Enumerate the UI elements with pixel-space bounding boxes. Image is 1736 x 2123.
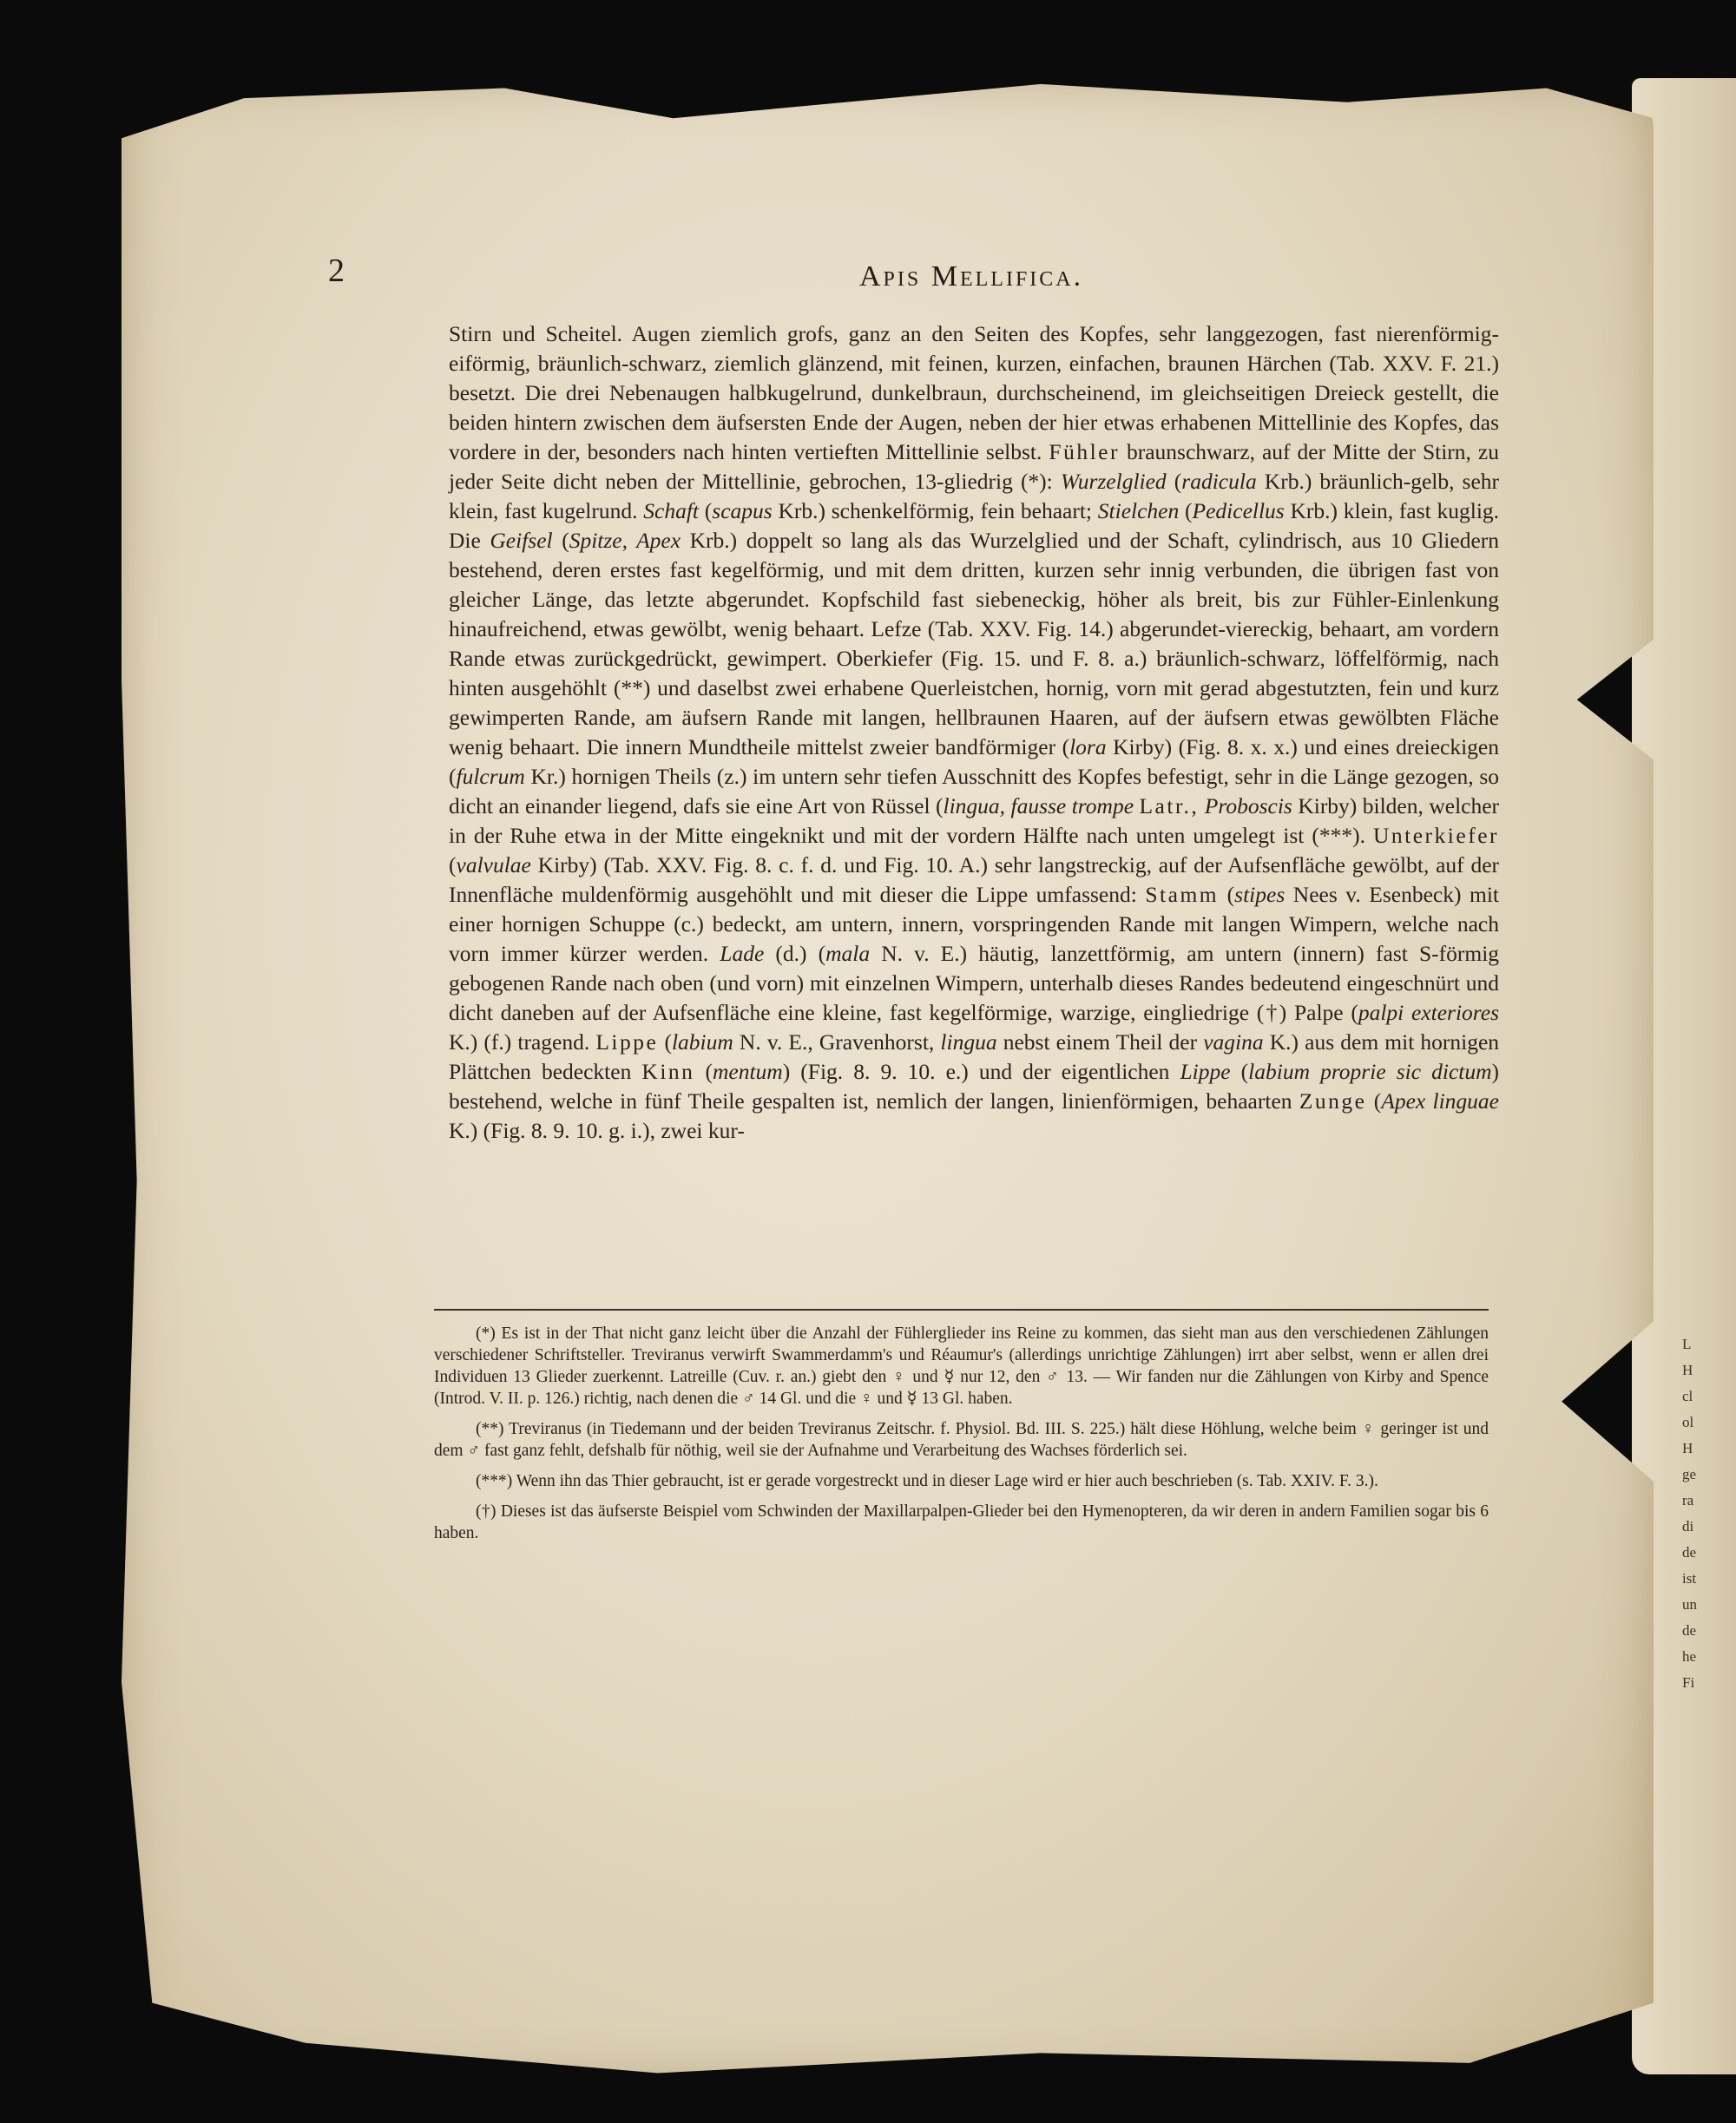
text-run: nebst einem Theil der (1003, 1029, 1198, 1055)
text-run: Kirby) (Fig. 8. x. x.) und eines dreieckigen ( (449, 734, 1500, 789)
term-italic: radicula (1181, 469, 1257, 494)
text-run: ( (562, 528, 569, 553)
term-italic: labium proprie sic dictum (1248, 1059, 1492, 1084)
adjacent-page-fragment: de (1682, 1544, 1697, 1561)
text-run: Krb.) klein, fast kuglig. Die (449, 498, 1500, 553)
term-italic: scapus (712, 498, 773, 523)
text-run: Kirby) bilden, welcher in der Ruhe etwa in der Mitte eingeknikt und mit der vordern Hälfte nach unten umgelegt ist (***). (449, 793, 1500, 848)
term-italic: valvulae (456, 852, 531, 877)
term-italic: Pedicellus (1192, 498, 1285, 523)
footnote-3: (***) Wenn ihn das Thier gebraucht, ist er gerade vorgestreckt und in dieser Lage wird er hier auch beschrieben (s. Tab. XXIV. F. 3.). (476, 1472, 1378, 1490)
adjacent-page-fragment: ge (1682, 1466, 1697, 1482)
footnote-1: (*) Es ist in der That nicht ganz leicht über die Anzahl der Fühlerglieder ins Reine zu kommen, das sieht man aus den verschiedenen Zählungen verschiedener Schriftsteller. Treviranus verwirft Swammerdamm's und Réaumur's (allerdings unrichtige Zählungen) irrt aber selbst, wenn er allen drei Individuen 13 Glieder zuerkennt. Latreille (Cuv. r. an.) giebt den ♀ und ☿ nur 12, den ♂ 13. — Wir fanden nur die Zählungen von Kirby and Spence (Introd. V. II. p. 126.) richtig, nach denen die ♂ 14 Gl. und die ♀ und ☿ 13 Gl. haben. (434, 1324, 1489, 1408)
term-italic: fulcrum (456, 764, 525, 789)
text-run: N. v. E.) häutig, lanzettförmig, am untern (innern) fast S-förmig gebogenen Rande nach oben (und vorn) mit einzelnen Wimpern, unterhalb dieses Randes bedeutend eingeschnürt und dicht daneben auf der Aufsenfläche eine kleine, fast kegelförmige, warzige, eingliedrige (†) Palpe ( (449, 941, 1500, 1025)
adjacent-page-fragment: Fi (1682, 1674, 1695, 1691)
term-spaced: Unterkiefer (1372, 823, 1499, 848)
text-run: ) bestehend, welche in fünf Theile gespalten ist, nemlich der langen, linienförmigen, behaarten (449, 1059, 1500, 1114)
term-italic: stipes (1234, 882, 1286, 907)
text-run: ( (704, 498, 713, 523)
text-run: braunschwarz, auf der Mitte der Stirn, zu jeder Seite dicht neben der Mittellinie, gebrochen, 13-gliedrig (*): (449, 439, 1499, 494)
term-italic: Stielchen (1097, 498, 1180, 523)
text-run: ( (1240, 1059, 1249, 1084)
text-run: Kr.) hornigen Theils (z.) im untern sehr tiefen Ausschnitt des Kopfes befestigt, sehr in die Länge gezogen, so dicht an einander liegend, dafs sie eine Art von Rüssel ( (449, 764, 1500, 818)
term-italic: palpi exteriores (1358, 1000, 1499, 1025)
adjacent-page-fragment: di (1682, 1518, 1694, 1535)
footnote-4: (†) Dieses ist das äufserste Beispiel vom Schwinden der Maxillarpalpen-Glieder bei den Hymenopteren, da wir deren in andern Familien sogar bis 6 haben. (434, 1502, 1489, 1542)
term-italic: Schaft (643, 498, 699, 523)
page-number: 2 (328, 253, 345, 289)
footnotes (434, 1323, 1489, 1553)
term-italic: Geifsel (490, 528, 553, 553)
text-run: Nees v. Esenbeck) mit einer hornigen Schuppe (c.) bedeckt, am untern, innern, vorspringenden Rande mit langen Wimpern, welche nach vorn immer kürzer werden. (449, 882, 1499, 966)
term-italic: lingua (940, 1029, 997, 1055)
adjacent-page-fragment: ra (1682, 1492, 1694, 1508)
adjacent-page-fragment: ist (1682, 1570, 1697, 1587)
term-italic: vagina (1203, 1029, 1264, 1055)
term-italic: lora (1069, 734, 1107, 759)
term-italic: mala (825, 941, 871, 966)
body-text (449, 319, 1499, 1146)
text-run: K.) (f.) tragend. (449, 1029, 590, 1055)
term-italic: Spitze, Apex (569, 528, 681, 553)
adjacent-page-fragment: cl (1682, 1388, 1693, 1404)
text-run: ( (1185, 498, 1193, 523)
term-spaced: Lippe (595, 1029, 659, 1055)
term-spaced: Stamm (1145, 882, 1220, 907)
adjacent-page-fragment: L (1682, 1336, 1692, 1352)
text-run: ( (1226, 882, 1235, 907)
adjacent-page-fragment: H (1682, 1440, 1693, 1456)
text-run: (d.) ( (775, 941, 826, 966)
text-run: K.) aus dem mit hornigen Plättchen bedeckten (449, 1029, 1500, 1084)
adjacent-page-fragment: ol (1682, 1414, 1694, 1430)
adjacent-page-fragment: H (1682, 1362, 1693, 1378)
adjacent-page-fragment: un (1682, 1596, 1697, 1613)
text-run: N. v. E., Gravenhorst, (739, 1029, 935, 1055)
text-run: ( (449, 852, 457, 877)
text-run: ( (664, 1029, 672, 1055)
text-run: ( (1174, 469, 1182, 494)
term-italic: Apex linguae (1381, 1088, 1500, 1114)
term-italic: Lippe (1180, 1059, 1231, 1084)
term-italic: mentum (712, 1059, 783, 1084)
term-spaced: Zunge (1299, 1088, 1367, 1114)
text-run: Stirn und Scheitel. Augen ziemlich grofs, ganz an den Seiten des Kopfes, sehr langgezogen, fast nierenförmig-eiförmig, bräunlich-schwarz, ziemlich glänzend, mit feinen, kurzen, einfachen, braunen Härchen (Tab. XXV. F. 21.) besetzt. Die drei Nebenaugen halbkugelrund, dunkelbraun, durchscheinend, im gleichseitigen Dreieck gestellt, die beiden hintern zwischen dem äufsersten Ende der Augen, neben der hier etwas erhabenen Mittellinie des Kopfes, das vordere in der, besonders nach hinten vertieften Mittellinie selbst. (449, 321, 1499, 464)
term-italic: lingua, fausse trompe (943, 793, 1134, 818)
term-spaced: Fühler (1049, 439, 1120, 464)
text-run: Kirby) (Tab. XXV. Fig. 8. c. f. d. und Fig. 10. A.) sehr langstreckig, auf der Aufsenfläche gewölbt, auf der Innenfläche muldenförmig ausgehöhlt und mit dieser die Lippe umfassend: (449, 852, 1500, 907)
adjacent-page-fragment: he (1682, 1648, 1697, 1665)
term-spaced: Latr., (1139, 793, 1200, 818)
text-run: Krb.) schenkelförmig, fein behaart; (778, 498, 1093, 523)
text-run: Krb.) doppelt so lang als das Wurzelglied und der Schaft, cylindrisch, aus 10 Gliedern bestehend, deren erstes fast kegelförmig, und mit dem dritten, kurzen sehr innig verbunden, die übrigen fast von gleicher Länge, das letzte abgerundet. Kopfschild fast siebeneckig, höher als breit, bis zur Fühler-Einlenkung hinaufreichend, etwas gewölbt, wenig behaart. Lefze (Tab. XXV. Fig. 14.) abgerundet-viereckig, behaart, am vordern Rande etwas zurückgedrückt, gewimpert. Oberkiefer (Fig. 15. und F. 8. a.) bräunlich-schwarz, löffelförmig, nach hinten ausgehöhlt (**) und daselbst zwei erhabene Querleistchen, hornig, vorn mit gerad abgestutzten, fein und kurz gewimperten Rande, am äufsern Rande mit langen, hellbraunen Haaren, auf der äufsern etwas gewölbten Fläche wenig behaart. Die innern Mundtheile mittelst zweier bandförmiger ( (449, 528, 1500, 759)
text-run: K.) (Fig. 8. 9. 10. g. i.), zwei kur- (449, 1118, 745, 1143)
text-run: Krb.) bräunlich-gelb, sehr klein, fast kugelrund. (449, 469, 1500, 523)
term-italic: Proboscis (1204, 793, 1292, 818)
adjacent-page-fragment: de (1682, 1622, 1697, 1639)
term-italic: Lade (720, 941, 765, 966)
running-head: Apis Mellifica. (859, 260, 1084, 292)
text-run: ( (705, 1059, 713, 1084)
text-run: ) (Fig. 8. 9. 10. e.) und der eigentlichen (782, 1059, 1170, 1084)
footnote-2: (**) Treviranus (in Tiedemann und der beiden Treviranus Zeitschr. f. Physiol. Bd. III. S. 225.) hält diese Höhlung, welche beim ♀ geringer ist und dem ♂ fast ganz fehlt, defshalb für nöthig, weil sie der Aufnahme und Verarbeitung des Wachses förderlich sei. (434, 1420, 1489, 1460)
term-italic: Wurzelglied (1060, 469, 1167, 494)
text-run: ( (1373, 1088, 1382, 1114)
term-italic: labium (671, 1029, 733, 1055)
term-spaced: Kinn (641, 1059, 695, 1084)
footnote-divider (434, 1309, 1489, 1311)
